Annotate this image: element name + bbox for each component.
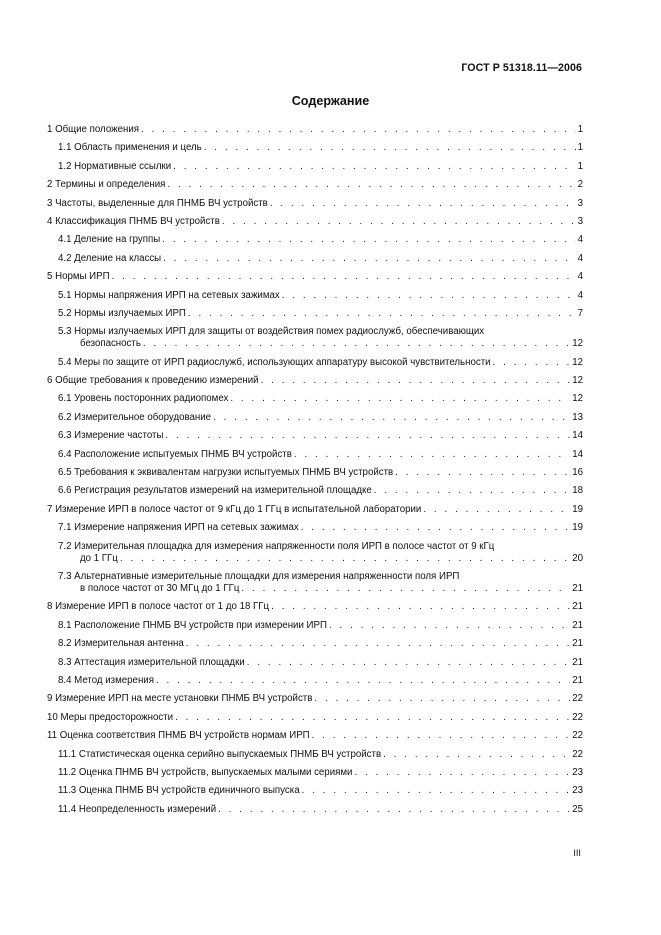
toc-title: Измерение ИРП в полосе частот от 1 до 18 ГГц: [55, 601, 270, 613]
toc-number: 6.6: [58, 485, 75, 497]
dot-leader: [167, 179, 575, 191]
toc-page: 7: [577, 307, 583, 319]
toc-entry-11-4[interactable]: [47, 804, 583, 816]
toc-entry-6-4[interactable]: [47, 449, 583, 461]
toc-number: 6.5: [58, 467, 75, 479]
toc-entry-5[interactable]: [47, 271, 583, 283]
toc-page: 23: [572, 785, 583, 797]
toc-title-line1: Альтернативные измерительные площадки для измерения напряженности поля ИРП: [74, 570, 460, 582]
toc-title: Общие положения: [55, 124, 139, 135]
toc-entry-7-3[interactable]: [47, 571, 583, 595]
toc-number: 1.2: [58, 160, 75, 172]
toc-page: 21: [572, 656, 583, 668]
toc-title: Регистрация результатов измерений на измерительной площадке: [74, 485, 372, 497]
dot-leader: [261, 375, 571, 387]
page-title: Содержание: [291, 94, 370, 108]
dot-leader: [301, 522, 571, 534]
toc-number: 11.1: [58, 748, 79, 760]
dot-leader: [329, 620, 570, 632]
toc-entry-9[interactable]: [47, 693, 583, 705]
page-number: III: [573, 848, 581, 858]
toc-number: 7: [47, 503, 56, 515]
toc-title: Аттестация измерительной площадки: [74, 656, 245, 668]
toc-number: 10: [47, 711, 61, 723]
toc-page: 21: [572, 619, 583, 631]
toc-entry-11-3[interactable]: [47, 785, 583, 797]
toc-page: 2: [577, 179, 583, 191]
dot-leader: [120, 553, 570, 565]
toc-entry-6-5[interactable]: [47, 467, 583, 479]
toc-number: 6.3: [58, 430, 75, 442]
toc-entry-7[interactable]: [47, 504, 583, 516]
toc-title: Неопределенность измерений: [78, 803, 217, 815]
toc-entry-1[interactable]: [47, 124, 583, 136]
toc-title: Нормативные ссылки: [74, 160, 172, 172]
toc-number: 2: [47, 179, 56, 191]
toc-entry-5-3[interactable]: [47, 326, 583, 350]
toc-title: Измерение ИРП в полосе частот от 9 кГц до 1 ГГц в испытательной лаборатории: [55, 503, 422, 515]
toc-title-line1: Нормы излучаемых ИРП для защиты от воздействия помех радиослужб, обеспечивающих: [74, 326, 485, 338]
toc-page: 12: [572, 338, 583, 350]
toc-page: 1: [577, 142, 583, 154]
toc-title: Деление на классы: [74, 252, 162, 264]
toc-number: 11.4: [58, 803, 79, 815]
toc-number: 4.2: [58, 252, 75, 264]
toc-number: 4: [47, 215, 56, 227]
toc-entry-6-1[interactable]: [47, 393, 583, 405]
toc-title: Деление на группы: [74, 234, 161, 246]
toc-page: 18: [572, 485, 583, 497]
toc-number: 5: [47, 271, 56, 283]
dot-leader: [247, 657, 570, 669]
toc-page: 14: [572, 430, 583, 442]
toc-number: 8.2: [58, 638, 75, 650]
dot-leader: [241, 583, 570, 595]
toc-entry-5-1[interactable]: [47, 290, 583, 302]
toc-page: 22: [572, 730, 583, 742]
toc-title: Область применения и цель: [74, 142, 202, 154]
dot-leader: [222, 216, 576, 228]
toc-page: 20: [572, 552, 583, 564]
toc-title: Метод измерения: [74, 674, 154, 686]
dot-leader: [173, 161, 575, 173]
toc-page: 21: [572, 638, 583, 650]
document-id-header: ГОСТ Р 51318.11—2006: [461, 62, 582, 74]
toc-number: 3: [47, 197, 56, 209]
toc-number: 9: [47, 693, 56, 705]
toc-title: Требования к эквивалентам нагрузки испытуемых ПНМБ ВЧ устройств: [74, 467, 394, 479]
toc-entry-4-2[interactable]: [47, 253, 583, 265]
toc-page: 19: [572, 522, 583, 534]
toc-title: Расположение ПНМБ ВЧ устройств при измерении ИРП: [74, 619, 327, 631]
toc-number: 5.2: [58, 307, 75, 319]
toc-number: 6: [47, 375, 56, 387]
dot-leader: [143, 338, 570, 350]
toc-title-line2: в полосе частот от 30 МГц до 1 ГГц: [80, 582, 240, 594]
toc-title: Оценка ПНМБ ВЧ устройств, выпускаемых малыми сериями: [78, 766, 353, 778]
toc-page: 22: [572, 693, 583, 705]
toc-number: 5.4: [58, 356, 75, 368]
dot-leader: [294, 449, 570, 461]
toc-title: Статистическая оценка серийно выпускаемых ПНМБ ВЧ устройств: [78, 748, 382, 760]
toc-title-line2: до 1 ГГц: [80, 552, 118, 564]
toc-entry-8-3[interactable]: [47, 657, 583, 669]
toc-page: 25: [572, 803, 583, 815]
dot-leader: [156, 675, 570, 687]
toc-title: Уровень посторонних радиопомех: [74, 393, 229, 405]
toc-page: 19: [572, 503, 583, 515]
toc-page: 21: [572, 601, 583, 613]
toc-number: 7.3: [58, 570, 75, 582]
toc-entry-10[interactable]: [47, 712, 583, 724]
toc-title: Оценка соответствия ПНМБ ВЧ устройств нормам ИРП: [59, 730, 310, 742]
toc-entry-11-1[interactable]: [47, 749, 583, 761]
toc-entry-1-1[interactable]: [47, 142, 583, 154]
toc-title-line1: Измерительная площадка для измерения напряженности поля ИРП в полосе частот от 9 кГц: [74, 540, 495, 552]
toc-number: 11.3: [58, 785, 79, 797]
toc-entry-8-1[interactable]: [47, 620, 583, 632]
toc-title: Расположение испытуемых ПНМБ ВЧ устройств: [74, 448, 292, 460]
toc-title: Измерительное оборудование: [74, 411, 212, 423]
toc-entry-1-2[interactable]: [47, 161, 583, 173]
toc-number: 8.1: [58, 619, 75, 631]
dot-leader: [141, 124, 576, 136]
toc-page: 12: [572, 393, 583, 405]
toc-entry-6-3[interactable]: [47, 430, 583, 442]
dot-leader: [218, 804, 570, 816]
dot-leader: [383, 749, 570, 761]
toc-number: 7.2: [58, 540, 75, 552]
toc-page: 12: [572, 356, 583, 368]
toc-entry-6-6[interactable]: [47, 485, 583, 497]
toc-page: 3: [577, 215, 583, 227]
table-of-contents: [47, 124, 583, 822]
toc-title: Частоты, выделенные для ПНМБ ВЧ устройств: [55, 197, 268, 209]
dot-leader: [230, 393, 570, 405]
dot-leader: [213, 412, 570, 424]
dot-leader: [163, 253, 575, 265]
toc-title: Измерение ИРП на месте установки ПНМБ ВЧ устройств: [55, 693, 313, 705]
toc-entry-11-2[interactable]: [47, 767, 583, 779]
toc-page: 22: [572, 711, 583, 723]
dot-leader: [282, 290, 576, 302]
toc-number: 1.1: [58, 142, 75, 154]
toc-title: Измерение частоты: [74, 430, 164, 442]
toc-entry-8-4[interactable]: [47, 675, 583, 687]
toc-page: 14: [572, 448, 583, 460]
toc-page: 13: [572, 411, 583, 423]
dot-leader: [312, 730, 571, 742]
toc-title: Общие требования к проведению измерений: [55, 375, 259, 387]
dot-leader: [188, 308, 576, 320]
toc-page: 21: [572, 582, 583, 594]
toc-entry-6[interactable]: [47, 375, 583, 387]
toc-title: Измерение напряжения ИРП на сетевых зажимах: [74, 522, 299, 534]
toc-page: 22: [572, 748, 583, 760]
toc-number: 8.3: [58, 656, 75, 668]
dot-leader: [204, 142, 576, 154]
dot-leader: [162, 234, 575, 246]
dot-leader: [186, 638, 570, 650]
toc-title: Меры по защите от ИРП радиослужб, использующих аппаратуру высокой чувствительности: [74, 356, 491, 368]
toc-page: 3: [577, 197, 583, 209]
toc-page: 1: [577, 160, 583, 172]
toc-entry-7-1[interactable]: [47, 522, 583, 534]
dot-leader: [314, 693, 570, 705]
toc-number: 5.3: [58, 326, 75, 338]
dot-leader: [175, 712, 570, 724]
toc-title: Нормы напряжения ИРП на сетевых зажимах: [74, 289, 280, 301]
toc-number: 6.2: [58, 411, 75, 423]
toc-title: Меры предосторожности: [60, 711, 174, 723]
toc-entry-3[interactable]: [47, 198, 583, 210]
toc-page: 4: [577, 234, 583, 246]
toc-title: Измерительная антенна: [74, 638, 184, 650]
dot-leader: [112, 271, 576, 283]
toc-title: Нормы ИРП: [55, 271, 110, 283]
toc-number: 5.1: [58, 289, 75, 301]
toc-number: 8: [47, 601, 56, 613]
dot-leader: [395, 467, 570, 479]
toc-title: Классификация ПНМБ ВЧ устройств: [55, 215, 220, 227]
toc-title: Термины и определения: [55, 179, 166, 191]
toc-entry-8-2[interactable]: [47, 638, 583, 650]
toc-entry-4[interactable]: [47, 216, 583, 228]
dot-leader: [423, 504, 570, 516]
toc-page: 1: [577, 124, 583, 135]
toc-title-line2: безопасность: [80, 338, 141, 350]
toc-title: Нормы излучаемых ИРП: [74, 307, 186, 319]
toc-entry-2[interactable]: [47, 179, 583, 191]
toc-page: 21: [572, 674, 583, 686]
toc-entry-7-2[interactable]: [47, 541, 583, 565]
toc-number: 7.1: [58, 522, 75, 534]
toc-entry-11[interactable]: [47, 730, 583, 742]
toc-page: 23: [572, 766, 583, 778]
toc-page: 12: [572, 375, 583, 387]
toc-number: 1: [47, 124, 56, 135]
toc-page: 4: [577, 289, 583, 301]
toc-number: 8.4: [58, 674, 75, 686]
dot-leader: [354, 767, 570, 779]
toc-page: 16: [572, 467, 583, 479]
toc-page: 4: [577, 252, 583, 264]
toc-entry-6-2[interactable]: [47, 412, 583, 424]
toc-title: Оценка ПНМБ ВЧ устройств единичного выпуска: [78, 785, 300, 797]
toc-page: 4: [577, 271, 583, 283]
dot-leader: [302, 785, 571, 797]
toc-entry-4-1[interactable]: [47, 234, 583, 246]
toc-number: 6.1: [58, 393, 75, 405]
dot-leader: [271, 601, 570, 613]
toc-number: 11: [47, 730, 60, 742]
toc-number: 4.1: [58, 234, 75, 246]
dot-leader: [270, 198, 576, 210]
toc-entry-5-4[interactable]: [47, 357, 583, 369]
dot-leader: [374, 485, 570, 497]
toc-number: 6.4: [58, 448, 75, 460]
toc-number: 11.2: [58, 766, 79, 778]
toc-entry-5-2[interactable]: [47, 308, 583, 320]
dot-leader: [165, 430, 570, 442]
toc-entry-8[interactable]: [47, 601, 583, 613]
dot-leader: [493, 357, 571, 369]
